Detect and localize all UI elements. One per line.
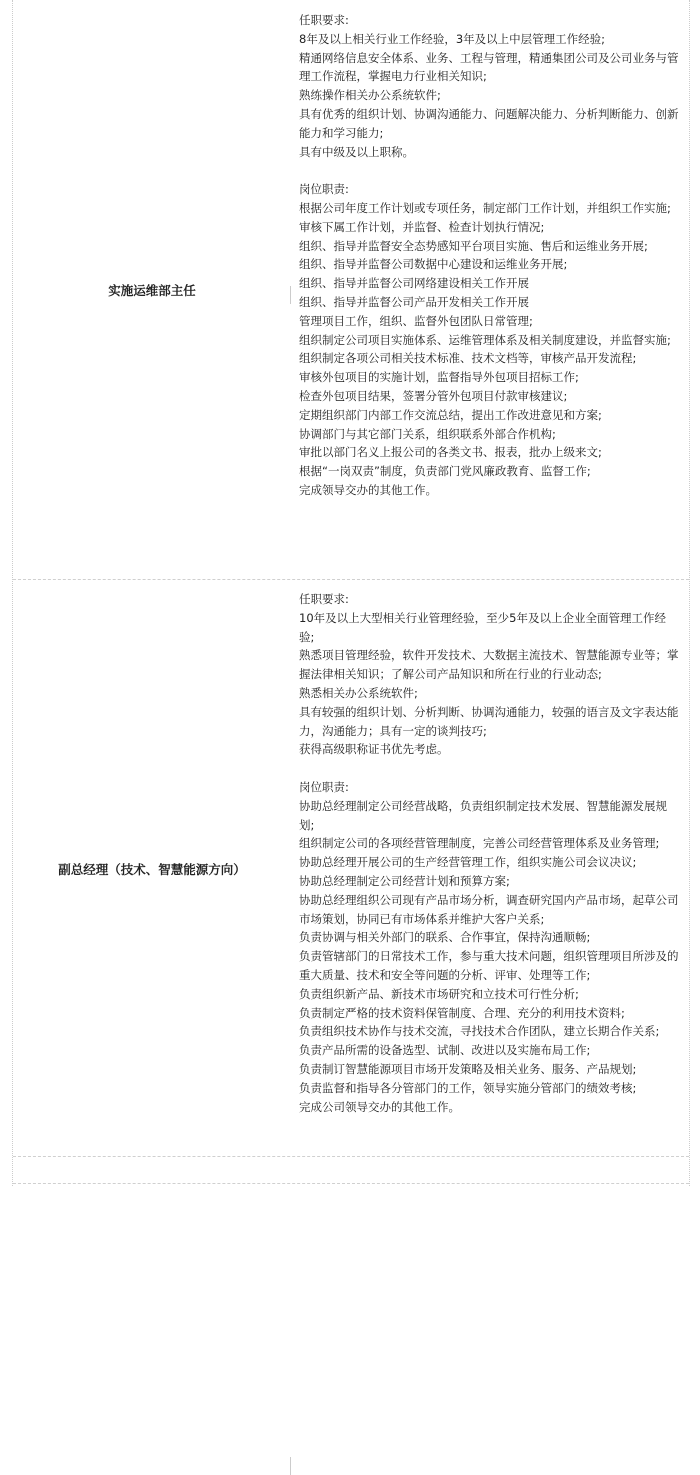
duty-item: 协调部门与其它部门关系，组织联系外部合作机构; (299, 426, 556, 441)
position-title-cell (13, 581, 291, 1156)
duty-item: 负责制订智慧能源项目市场开发策略及相关业务、服务、产品规划; (299, 1061, 637, 1076)
duty-item: 管理项目工作，组织、监督外包团队日常管理; (299, 313, 533, 328)
requirement-item: 8年及以上相关行业工作经验，3年及以上中层管理工作经验; (299, 31, 606, 46)
requirement-item: 熟练操作相关办公系统软件; (299, 88, 441, 103)
duty-item: 审批以部门名义上报公司的各类文书、报表，批办上级来文; (299, 445, 602, 460)
duty-item: 完成公司领导交办的其他工作。 (299, 1099, 460, 1114)
duty-item: 组织、指导并监督公司网络建设相关工作开展 (299, 276, 529, 291)
duty-item: 审核下属工作计划，并监督、检查计划执行情况; (299, 219, 545, 234)
job-positions-table (12, 0, 690, 1186)
duty-item: 协助总经理制定公司经营战略，负责组织制定技术发展、智慧能源发展规划; (299, 798, 667, 832)
duty-item: 组织制定公司的各项经营管理制度，完善公司经营管理体系及业务管理; (299, 836, 660, 851)
duties-heading: 岗位职责: (299, 182, 349, 197)
duty-item: 负责管辖部门的日常技术工作，参与重大技术问题，组织管理项目所涉及的重大质量、技术和安全等问题的分析、评审、处理等工作; (299, 949, 679, 982)
column-divider (290, 286, 291, 304)
position-title-cell (13, 0, 291, 579)
table-bottom-border (13, 1183, 689, 1184)
requirement-item: 精通网络信息安全体系、业务、工程与管理，精通集团公司及公司业务与管理工作流程，掌握电力行业相关知识; (299, 50, 679, 84)
blank-line (299, 759, 681, 778)
position-description-cell (299, 590, 681, 1116)
duty-item: 组织制定各项公司相关技术标准、技术文档等，审核产品开发流程; (299, 351, 637, 366)
duty-item: 检查外包项目结果，签署分管外包项目付款审核建议; (299, 388, 568, 403)
requirements-heading: 任职要求: (299, 592, 349, 606)
duty-item: 负责产品所需的设备选型、试制、改进以及实施布局工作; (299, 1043, 591, 1058)
duty-item: 协助总经理组织公司现有产品市场分析，调查研究国内产品市场，起草公司市场策划，协同已有市场体系并维护大客户关系; (299, 892, 679, 926)
requirement-item: 10年及以上大型相关行业管理经验，至少5年及以上企业全面管理工作经验; (299, 610, 666, 644)
requirement-item: 具有较强的组织计划、分析判断、协调沟通能力，较强的语言及文字表达能力，沟通能力；具有一定的谈判技巧; (299, 704, 679, 738)
duty-item: 组织、指导并监督公司数据中心建设和运维业务开展; (299, 257, 568, 272)
requirements-heading: 任职要求: (299, 13, 349, 27)
duty-item: 组织、指导并监督安全态势感知平台项目实施、售后和运维业务开展; (299, 238, 648, 253)
duty-item: 组织制定公司项目实施体系、运维管理体系及相关制度建设，并监督实施; (299, 332, 671, 347)
requirement-item: 获得高级职称证书优先考虑。 (299, 742, 449, 757)
requirement-item: 熟悉相关办公系统软件; (299, 685, 418, 700)
duty-item: 根据“一岗双责”制度，负责部门党风廉政教育、监督工作; (299, 464, 591, 479)
duty-item: 负责制定严格的技术资料保管制度、合理、充分的利用技术资料; (299, 1005, 625, 1020)
table-row (13, 581, 689, 1157)
requirement-item: 具有中级及以上职称。 (299, 144, 414, 159)
duty-item: 负责组织新产品、新技术市场研究和立技术可行性分析; (299, 986, 579, 1001)
duty-item: 定期组织部门内部工作交流总结，提出工作改进意见和方案; (299, 407, 602, 422)
duty-item: 负责协调与相关外部门的联系、合作事宜，保持沟通顺畅; (299, 930, 591, 945)
duty-item: 根据公司年度工作计划或专项任务，制定部门工作计划，并组织工作实施; (299, 200, 671, 215)
requirement-item: 具有优秀的组织计划、协调沟通能力、问题解决能力、分析判断能力、创新能力和学习能力; (299, 106, 679, 140)
duty-item: 负责组织技术协作与技术交流，寻找技术合作团队，建立长期合作关系; (299, 1024, 660, 1039)
column-divider (290, 1457, 291, 1475)
table-row (13, 0, 689, 580)
duty-item: 协助总经理开展公司的生产经营管理工作，组织实施公司会议决议; (299, 855, 637, 870)
position-title: 实施运维部主任 (108, 282, 196, 298)
duty-item: 审核外包项目的实施计划，监督指导外包项目招标工作; (299, 370, 579, 385)
duties-heading: 岗位职责: (299, 779, 349, 794)
position-description-cell (299, 11, 681, 500)
duty-item: 负责监督和指导各分管部门的工作，领导实施分管部门的绩效考核; (299, 1080, 637, 1095)
requirement-item: 熟悉项目管理经验，软件开发技术、大数据主流技术、智慧能源专业等；掌握法律相关知识；了解公司产品知识和所在行业的行业动态; (299, 648, 679, 682)
duty-item: 完成领导交办的其他工作。 (299, 482, 437, 497)
duty-item: 组织、指导并监督公司产品开发相关工作开展 (299, 294, 529, 309)
position-title: 副总经理（技术、智慧能源方向） (58, 861, 246, 877)
blank-line (299, 161, 681, 180)
duty-item: 协助总经理制定公司经营计划和预算方案; (299, 873, 510, 888)
